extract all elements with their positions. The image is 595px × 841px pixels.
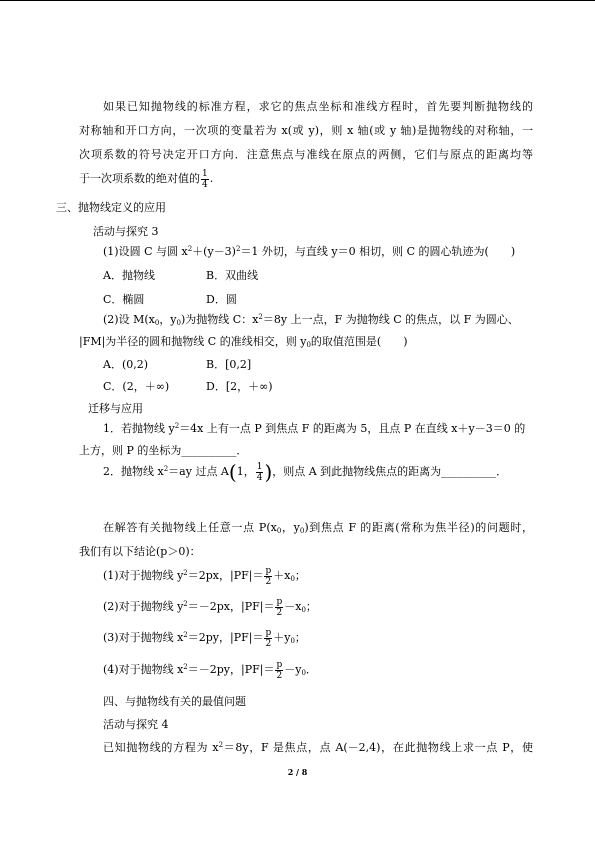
section3-q2-line2: |FM|为半径的圆和抛物线 C 的准线相交，则 $y_0$的取值范围是( )	[79, 335, 408, 349]
transfer-title: 迁移与应用	[88, 402, 143, 415]
focal-radius-item-2: (2)对于抛物线 $y^2=-2px$，|PF|＝ $\frac{p}{2}$ $-x_0$；	[103, 596, 317, 618]
focal-radius-item-3: (3)对于抛物线 $x^2=2py$，|PF|＝ $\frac{p}{2}$ $+y_0$；	[103, 627, 306, 649]
page-number: 2 / 8	[287, 767, 308, 777]
transfer-p2: 2．抛物线 $x^2=ay$ 过点 A(1， $\frac{1}{4}$ )，则点 A 到此抛物线焦点的距离为__________．	[103, 460, 508, 484]
q1-option-c: C．椭圆	[103, 293, 145, 306]
section3-title: 三、抛物线定义的应用	[56, 201, 166, 214]
focal-radius-item-1: (1)对于抛物线 $y^2=2px$，|PF|＝ $\frac{p}{2}$ $+x_0$；	[103, 565, 306, 587]
para1-line1: 如果已知抛物线的标准方程，求它的焦点坐标和准线方程时，首先要判断抛物线的	[103, 100, 533, 113]
q2-option-b: B．[0,2]	[206, 358, 252, 371]
para1-line4: 于一次项系数的绝对值的 $\frac{1}{4}$ .	[79, 168, 214, 190]
fraction-one-quarter-point: $\frac{1}{4}$	[256, 461, 263, 483]
q1-option-d: D．圆	[206, 293, 237, 306]
section3-q2-line1: (2)设 $M(x_0$，$y_0$)为抛物线 C：$x^2=8y$ 上一点，F 为抛物线 C 的焦点，以 F 为圆心、	[103, 313, 519, 327]
section4-activity: 活动与探究 4	[103, 718, 169, 731]
focal-radius-item-4: (4)对于抛物线 $x^2=-2py$，|PF|＝ $\frac{p}{2}$ $-y_0$．	[103, 659, 317, 681]
para2-line2: 我们有以下结论(p＞0)：	[79, 545, 201, 558]
section3-activity: 活动与探究 3	[93, 225, 159, 238]
para1-line2: 对称轴和开口方向，一次项的变量若为 x(或 y)，则 x 轴(或 y 轴)是抛物线的对称轴，一	[79, 124, 533, 137]
para1-line3: 次项系数的符号决定开口方向．注意焦点与准线在原点的两侧，它们与原点的距离均等	[79, 148, 533, 161]
para2-line1: 在解答有关抛物线上任意一点 $P(x_0$，$y_0$)到焦点 F 的距离(常称为焦半径)的问题时，	[103, 521, 533, 535]
section3-q1: (1)设圆 C 与圆 $x^2+(y-3)^2=1$ 外切，与直线 y＝0 相切，则 C 的圆心轨迹为( )	[103, 245, 516, 258]
transfer-p1-line1: 1．若抛物线 $y^2=4x$ 上有一点 P 到焦点 F 的距离为 5，且点 P 在直线 x＋y－3＝0 的	[103, 422, 526, 435]
section4-title: 四、与抛物线有关的最值问题	[103, 695, 246, 708]
transfer-p1-line2: 上方，则 P 的坐标为__________．	[79, 444, 248, 457]
q2-option-d: D．[2，＋∞)	[206, 380, 273, 393]
section4-line1: 已知抛物线的方程为 $x^2=8y$，F 是焦点，点 A(－2,4)，在此抛物线上求一点 P，使	[103, 741, 533, 754]
q2-option-c: C．(2，＋∞)	[103, 380, 170, 393]
q1-option-b: B．双曲线	[206, 269, 259, 282]
q2-option-a: A．(0,2)	[103, 358, 149, 371]
fraction-one-quarter: $\frac{1}{4}$	[202, 168, 208, 190]
q1-option-a: A．抛物线	[103, 269, 155, 282]
